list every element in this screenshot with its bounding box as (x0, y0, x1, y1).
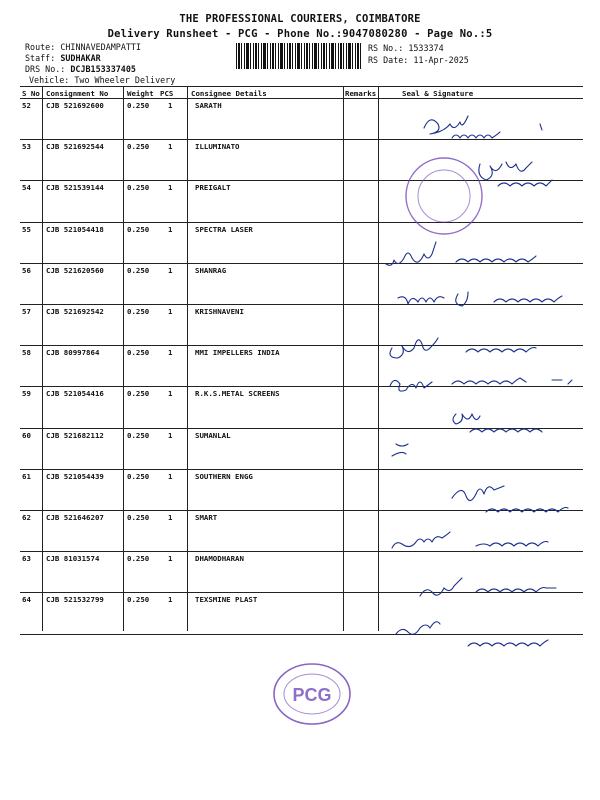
cell-consignee: MMI IMPELLERS INDIA (195, 348, 280, 358)
cell-sno: 56 (22, 265, 31, 275)
cell-weight: 0.250 (127, 224, 150, 234)
signature-53 (479, 162, 552, 186)
signature-58 (390, 338, 536, 358)
row-rule (20, 386, 583, 387)
cell-weight: 0.250 (127, 389, 150, 399)
cell-consignee: SOUTHERN ENGG (195, 471, 253, 481)
runsheet-subtitle: Delivery Runsheet - PCG - Phone No.:9047080280 - Page No.:5 (107, 28, 493, 40)
cell-sno: 61 (22, 471, 31, 481)
cell-consignment: CJB 80997864 (46, 348, 100, 358)
row-rule (20, 551, 583, 552)
cell-consignee: TEXSMINE PLAST (195, 595, 258, 605)
cell-weight: 0.250 (127, 471, 150, 481)
staff-line (25, 53, 101, 63)
cell-consignee: R.K.S.METAL SCREENS (195, 389, 280, 399)
cell-consignee: DHAMODHARAN (195, 554, 244, 564)
cell-pcs: 1 (168, 430, 173, 440)
cell-consignee: SMART (195, 513, 218, 522)
column-divider (378, 86, 379, 631)
cell-sno: 57 (22, 307, 31, 316)
signature-60 (392, 414, 542, 456)
row-rule (20, 345, 583, 346)
cell-consignment: CJB 521054439 (46, 471, 104, 481)
route-line (25, 42, 141, 52)
cell-weight: 0.250 (127, 142, 150, 152)
drs-line (25, 64, 136, 74)
cell-pcs: 1 (168, 513, 173, 522)
row-rule (20, 180, 583, 181)
drs-label: DRS No.: (25, 64, 66, 74)
cell-consignment: CJB 521692544 (46, 142, 104, 152)
cell-pcs: 1 (168, 595, 173, 605)
cell-sno: 53 (22, 142, 31, 152)
cell-weight: 0.250 (127, 554, 150, 564)
signature-62a (452, 486, 568, 512)
cell-pcs: 1 (168, 389, 173, 399)
cell-pcs: 1 (168, 142, 173, 152)
signature-62b (392, 532, 548, 548)
cell-sno: 59 (22, 389, 31, 399)
row-rule (20, 469, 583, 470)
column-divider (123, 86, 124, 631)
signature-59 (390, 378, 572, 391)
cell-consignee: SPECTRA LASER (195, 224, 253, 234)
cell-weight: 0.250 (127, 348, 150, 358)
row-rule (20, 428, 583, 429)
rs-date-value: 11-Apr-2025 (413, 55, 469, 65)
rs-no-line (368, 43, 444, 53)
drs-value: DCJB153337405 (70, 64, 136, 74)
cell-consignment: CJB 81031574 (46, 554, 100, 564)
cell-consignee: KRISHNAVENI (195, 307, 244, 316)
cell-sno: 64 (22, 595, 31, 605)
cell-sno: 54 (22, 183, 31, 193)
cell-consignment: CJB 521539144 (46, 183, 104, 193)
column-divider (42, 86, 43, 631)
cell-pcs: 1 (168, 224, 173, 234)
cell-consignment: CJB 521692542 (46, 307, 104, 316)
rs-date-line (368, 55, 469, 65)
cell-pcs: 1 (168, 183, 173, 193)
row-rule (20, 263, 583, 264)
cell-consignment: CJB 521532799 (46, 595, 104, 605)
cell-weight: 0.250 (127, 101, 150, 110)
row-rule (20, 592, 583, 593)
pcg-stamp-text: PCG (292, 685, 332, 705)
cell-consignee: PREIGALT (195, 183, 231, 193)
cell-consignment: CJB 521682112 (46, 430, 104, 440)
header-bottom-rule (20, 98, 583, 99)
cell-weight: 0.250 (127, 430, 150, 440)
row-rule (20, 139, 583, 140)
cell-consignee: SHANRAG (195, 265, 227, 275)
cell-weight: 0.250 (127, 513, 150, 522)
rs-no-label: RS No.: (368, 43, 404, 53)
round-seal-inner (418, 170, 470, 222)
cell-sno: 63 (22, 554, 31, 564)
cell-sno: 60 (22, 430, 31, 440)
cell-sno: 62 (22, 513, 31, 522)
cell-consignee: SARATH (195, 101, 222, 110)
column-divider (343, 86, 344, 631)
barcode (236, 43, 362, 69)
vehicle-value: Two Wheeler Delivery (74, 75, 176, 85)
header-pcs: PCS (160, 89, 174, 98)
cell-sno: 55 (22, 224, 31, 234)
round-seal-stamp (406, 158, 482, 234)
signature-52 (424, 116, 542, 138)
header-sno: S No (22, 89, 40, 98)
header-weight: Weight (127, 89, 154, 98)
cell-pcs: 1 (168, 307, 173, 316)
column-divider (187, 86, 188, 631)
cell-sno: 52 (22, 101, 31, 110)
cell-consignment: CJB 521054418 (46, 224, 104, 234)
cell-pcs: 1 (168, 101, 173, 110)
cell-pcs: 1 (168, 554, 173, 564)
cell-weight: 0.250 (127, 307, 150, 316)
rs-date-label: RS Date: (368, 55, 409, 65)
cell-consignment: CJB 521646207 (46, 513, 104, 522)
header-seal: Seal & Signature (402, 89, 474, 98)
pcg-stamp (274, 664, 350, 724)
cell-sno: 58 (22, 348, 31, 358)
row-rule (20, 634, 583, 635)
cell-weight: 0.250 (127, 265, 150, 275)
cell-pcs: 1 (168, 265, 173, 275)
company-title: THE PROFESSIONAL COURIERS, COIMBATORE (179, 13, 421, 25)
cell-consignee: ILLUMINATO (195, 142, 240, 152)
header-consignment: Consignment No (46, 89, 109, 98)
cell-consignment: CJB 521692600 (46, 101, 104, 110)
cell-consignment: CJB 521054416 (46, 389, 104, 399)
rs-no-value: 1533374 (408, 43, 444, 53)
row-rule (20, 222, 583, 223)
cell-consignment: CJB 521620560 (46, 265, 104, 275)
vehicle-line (29, 75, 175, 85)
row-rule (20, 304, 583, 305)
cell-consignee: SUMANLAL (195, 430, 231, 440)
route-label: Route: (25, 42, 56, 52)
cell-pcs: 1 (168, 348, 173, 358)
header-details: Consignee Details (191, 89, 267, 98)
pcg-stamp-inner (284, 674, 340, 714)
header-top-rule (20, 86, 583, 87)
staff-value: SUDHAKAR (60, 53, 101, 63)
cell-weight: 0.250 (127, 183, 150, 193)
header-remarks: Remarks (345, 89, 377, 98)
staff-label: Staff: (25, 53, 56, 63)
row-rule (20, 510, 583, 511)
route-value: CHINNAVEDAMPATTI (60, 42, 141, 52)
vehicle-label: Vehicle: (29, 75, 70, 85)
cell-pcs: 1 (168, 471, 173, 481)
cell-weight: 0.250 (127, 595, 150, 605)
